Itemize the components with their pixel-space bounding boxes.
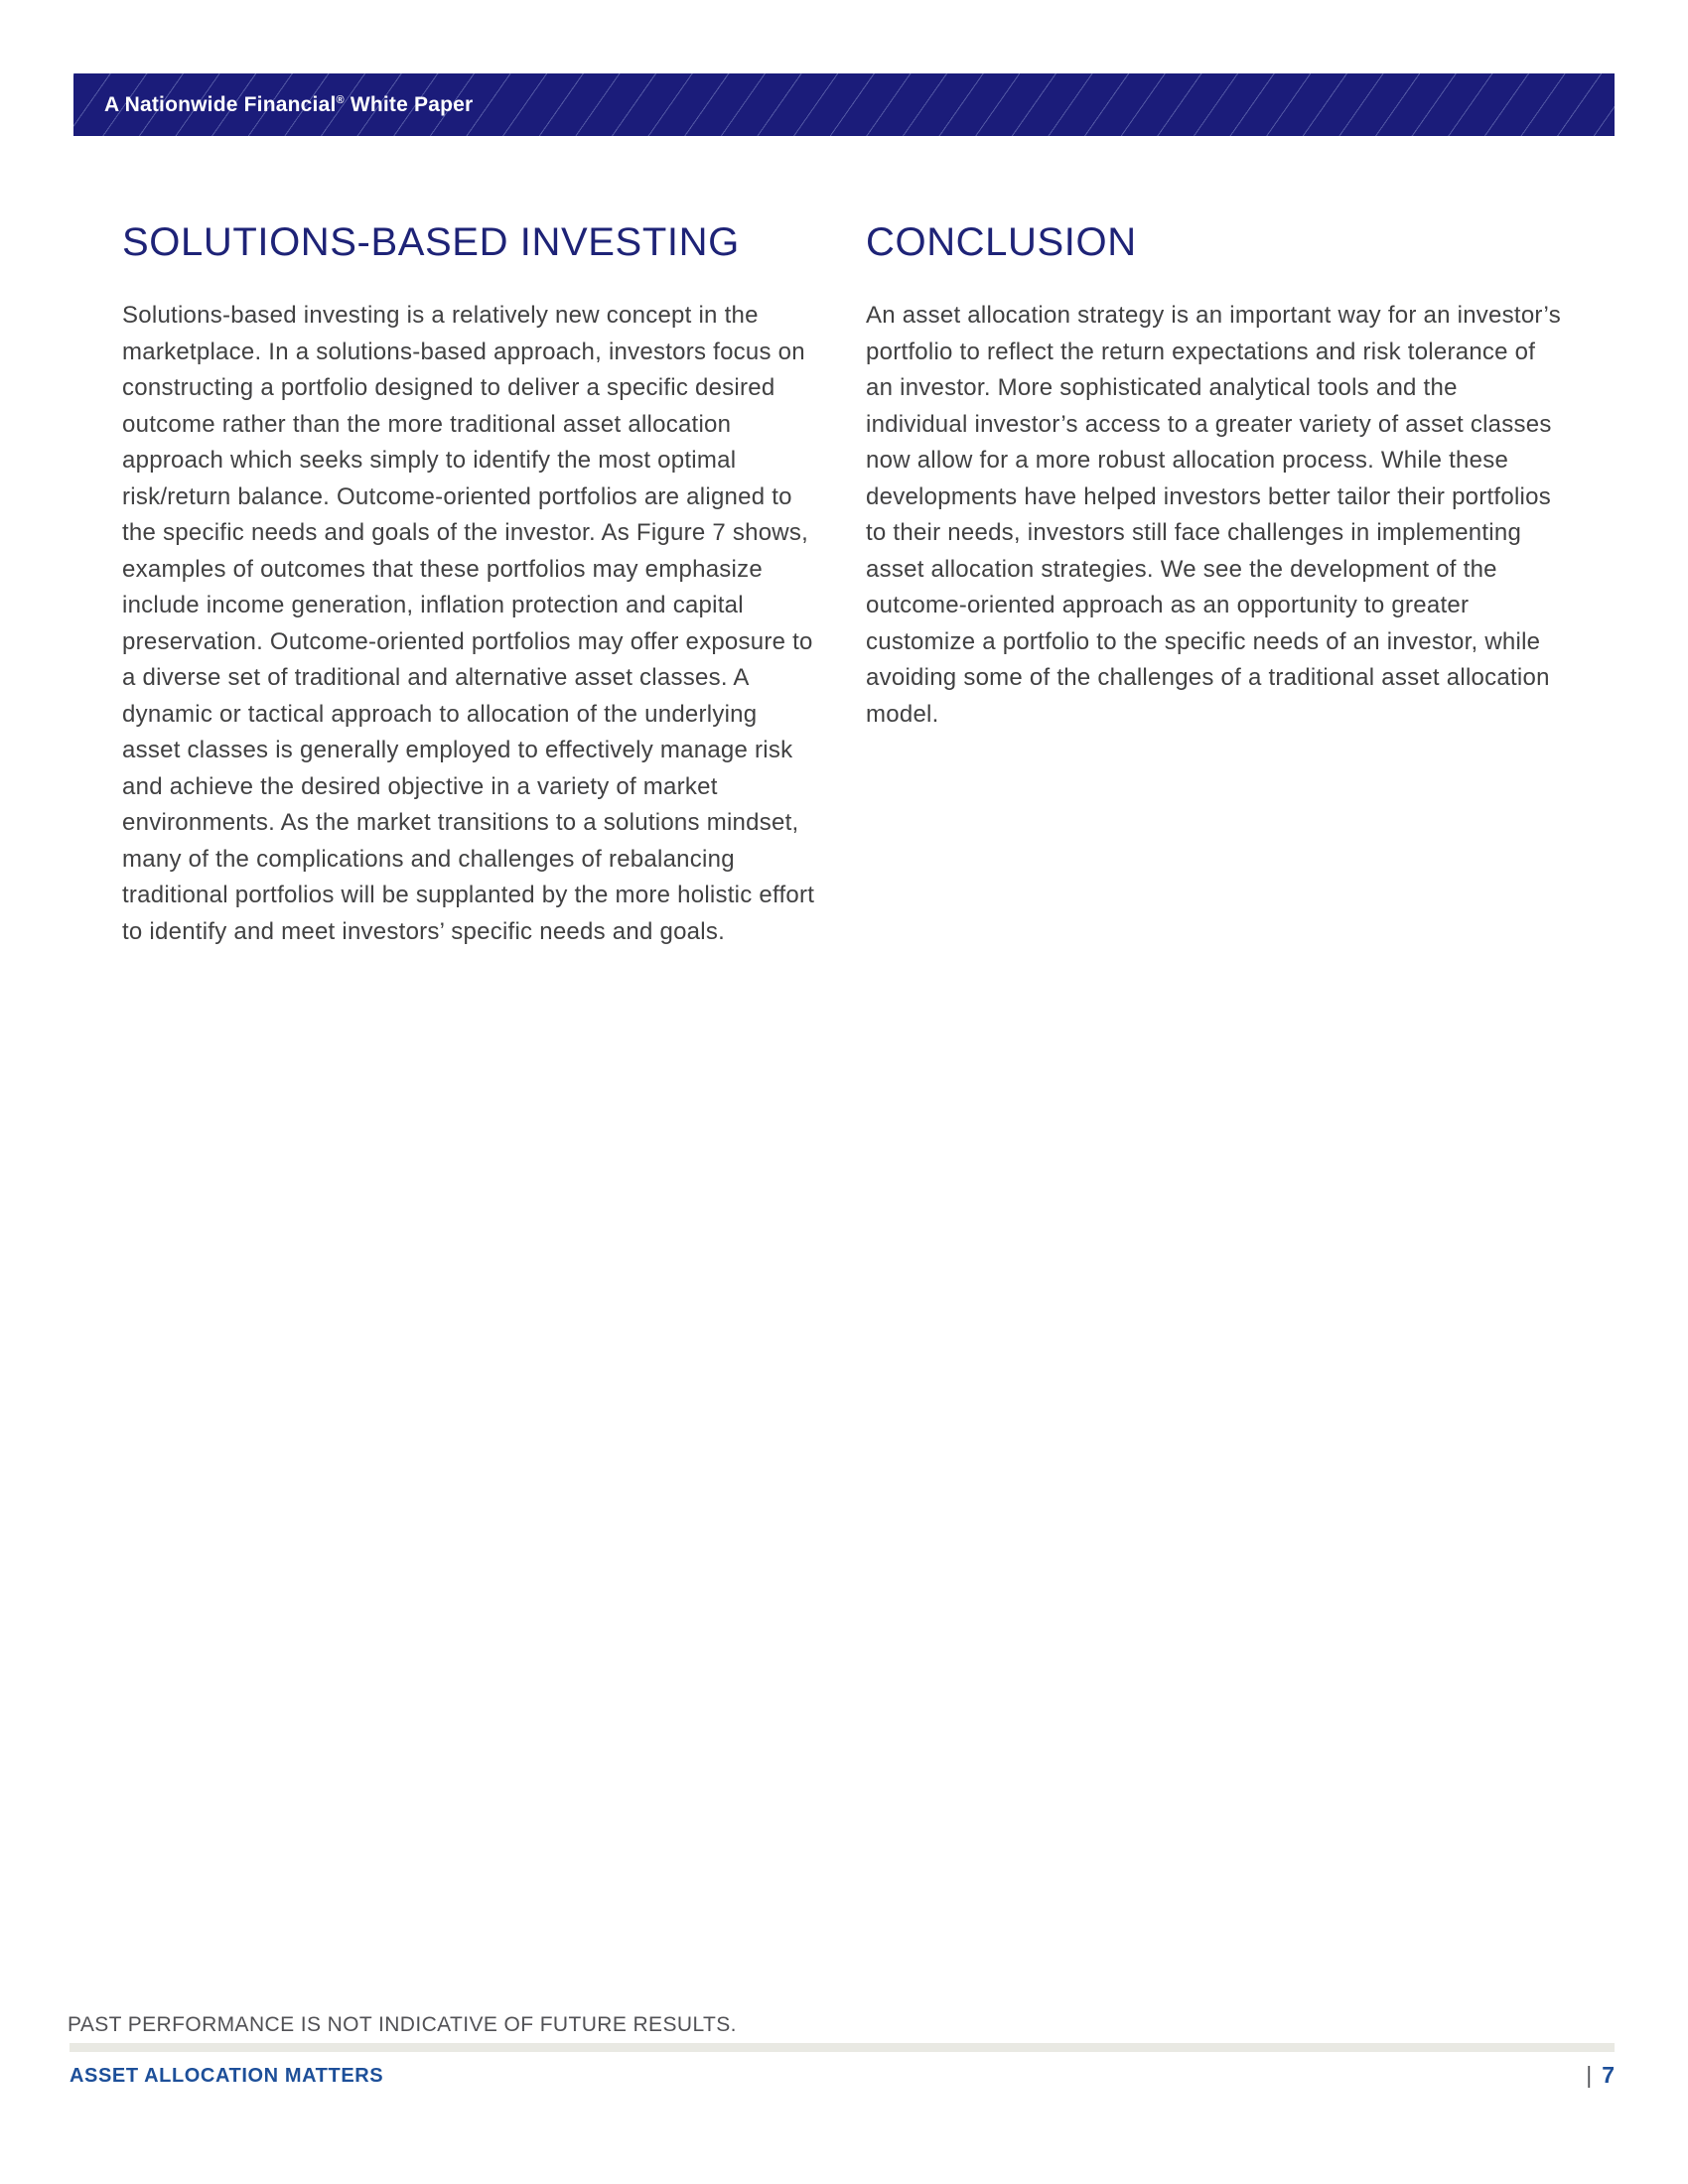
header-title-main: A Nationwide Financial: [104, 92, 337, 116]
page-number-value: 7: [1602, 2062, 1615, 2088]
registered-trademark-symbol: ®: [336, 93, 345, 106]
conclusion-heading: CONCLUSION: [866, 220, 1137, 264]
page-number: [1586, 2062, 1615, 2089]
header-banner: [73, 73, 1615, 136]
conclusion-body-text: An asset allocation strategy is an important way for an investor’s portfolio to reflect the return expectations and risk tolerance of an investor. More sophisticated analytical tools and the individual investor’s access to a greater variety of asset classes now allow for a more robust allocation process. While these developments have helped investors better tailor their portfolios to their needs, investors still face challenges in implementing asset allocation strategies. We see the development of the outcome-oriented approach as an opportunity to greater customize a portfolio to the specific needs of an investor, while avoiding some of the challenges of a traditional asset allocation model.: [866, 302, 1561, 728]
page-number-separator: |: [1586, 2062, 1593, 2088]
footer-divider: [70, 2043, 1615, 2052]
section-conclusion: [866, 220, 1561, 733]
solutions-heading: SOLUTIONS-BASED INVESTING: [122, 220, 740, 264]
solutions-body-text: Solutions-based investing is a relatively new concept in the marketplace. In a solutions-based approach, investors focus on constructing a portfolio designed to deliver a specific desired outcome rather than the more traditional asset allocation approach which seeks simply to identify the most optimal risk/return balance. Outcome-oriented portfolios are aligned to the specific needs and goals of the investor. As Figure 7 shows, examples of outcomes that these portfolios may emphasize include income generation, inflation protection and capital preservation. Outcome-oriented portfolios may offer exposure to a diverse set of traditional and alternative asset classes. A dynamic or tactical approach to allocation of the underlying asset classes is generally employed to effectively manage risk and achieve the desired objective in a variety of market environments. As the market transitions to a solutions mindset, many of the complications and challenges of rebalancing traditional portfolios will be supplanted by the more holistic effort to identify and meet investors’ specific needs and goals.: [122, 302, 815, 945]
section-solutions-based-investing: [122, 220, 817, 950]
disclaimer-text: PAST PERFORMANCE IS NOT INDICATIVE OF FUTURE RESULTS.: [68, 2013, 737, 2036]
header-title-rest: White Paper: [344, 92, 474, 116]
header-title: [73, 93, 473, 117]
footer-brand-title: ASSET ALLOCATION MATTERS: [70, 2065, 384, 2087]
